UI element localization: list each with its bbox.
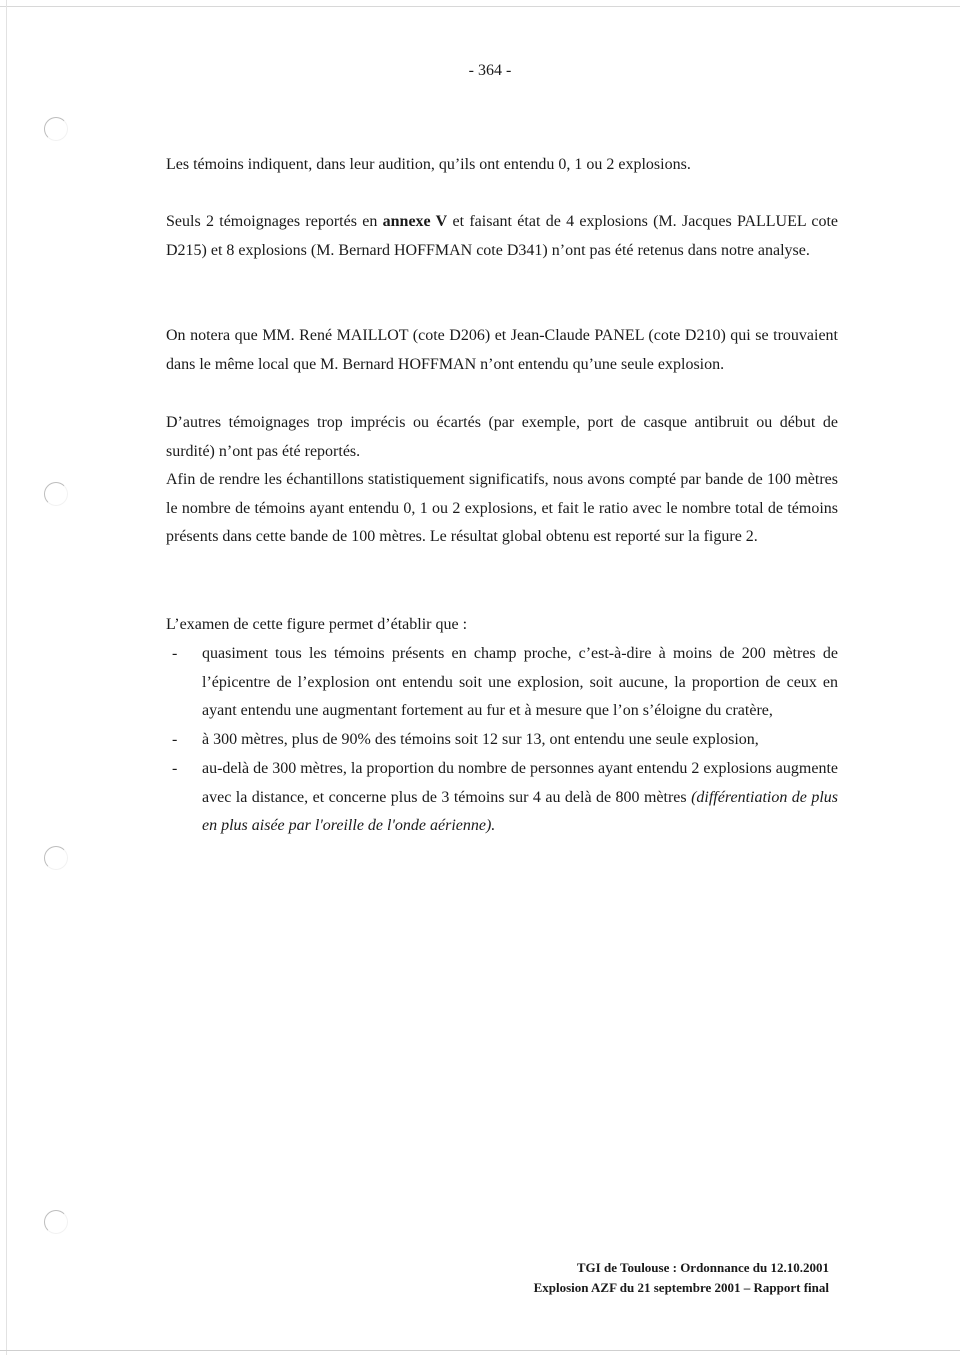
list-item-text: quasiment tous les témoins présents en champ proche, c’est-à-dire à moins de 200 mètres de l’épicentre de l’explosion ont entendu soit une explosion, soit aucune, la proportion de ceux en ayant entendu une augmentant fortement au fur et à mesure que l’on s’éloigne du cratère, <box>202 645 838 720</box>
list-dash: - <box>172 731 178 749</box>
scan-edge-top <box>0 6 960 7</box>
punch-hole-1 <box>44 117 68 141</box>
paragraph-temoins: Les témoins indiquent, dans leur audition, qu’ils ont entendu 0, 1 ou 2 explosions. <box>166 156 691 173</box>
punch-hole-4 <box>44 1210 68 1234</box>
list-item <box>166 640 838 726</box>
list-item-italic-note: (différentiation de plus en plus aisée par l'oreille de l'onde aérienne). <box>202 788 838 835</box>
list-item-text: à 300 mètres, plus de 90% des témoins soit 12 sur 13, ont entendu une seule explosion, <box>202 731 759 749</box>
paragraph-annexe-start: Seuls 2 témoignages reportés en <box>166 213 383 230</box>
footer-report-line: Explosion AZF du 21 septembre 2001 – Rapport final <box>533 1280 829 1295</box>
paragraph-annexe <box>166 208 838 265</box>
footer-court-line: TGI de Toulouse : Ordonnance du 12.10.2001 <box>576 1260 829 1275</box>
annexe-reference: annexe V <box>382 213 448 230</box>
list-dash: - <box>172 759 178 777</box>
page-number: - 364 - <box>468 62 512 79</box>
paragraph-examen: L’examen de cette figure permet d’établir que : <box>166 616 468 633</box>
list-item <box>166 726 838 755</box>
scan-edge-bottom <box>0 1350 960 1351</box>
paragraph-annexe-end: et faisant état de 4 explosions (M. Jacques PALLUEL cote D215) et 8 explosions (M. Bernard HOFFMAN cote D341) n’ont pas été retenus dans notre analyse. <box>166 213 839 259</box>
list-item-text: au-delà de 300 mètres, la proportion du nombre de personnes ayant entendu 2 explosions augmente avec la distance, et concerne plus de 3 témoins sur 4 au delà de 800 mètres <box>202 759 838 806</box>
paragraph-echantillons: Afin de rendre les échantillons statistiquement significatifs, nous avons compté par bande de 100 mètres le nombre de témoins ayant entendu 0, 1 ou 2 explosions, et fait le ratio avec le nombre total de témoins présents dans cette bande de 100 mètres. Le résultat global obtenu est reporté sur la figure 2. <box>166 471 838 546</box>
scan-edge-left <box>6 0 7 1355</box>
punch-hole-3 <box>44 846 68 870</box>
footer <box>534 1258 829 1298</box>
paragraph-maillot-panel: On notera que MM. René MAILLOT (cote D206) et Jean-Claude PANEL (cote D210) qui se trouvaient dans le même local que M. Bernard HOFFMAN n’ont entendu qu’une seule explosion. <box>166 327 838 373</box>
findings-list <box>166 640 838 841</box>
list-dash: - <box>172 645 178 662</box>
paragraph-imprecis: D’autres témoignages trop imprécis ou écartés (par exemple, port de casque antibruit ou début de surdité) n’ont pas été reportés. <box>166 414 838 460</box>
punch-hole-2 <box>44 482 68 506</box>
list-item <box>166 755 838 841</box>
